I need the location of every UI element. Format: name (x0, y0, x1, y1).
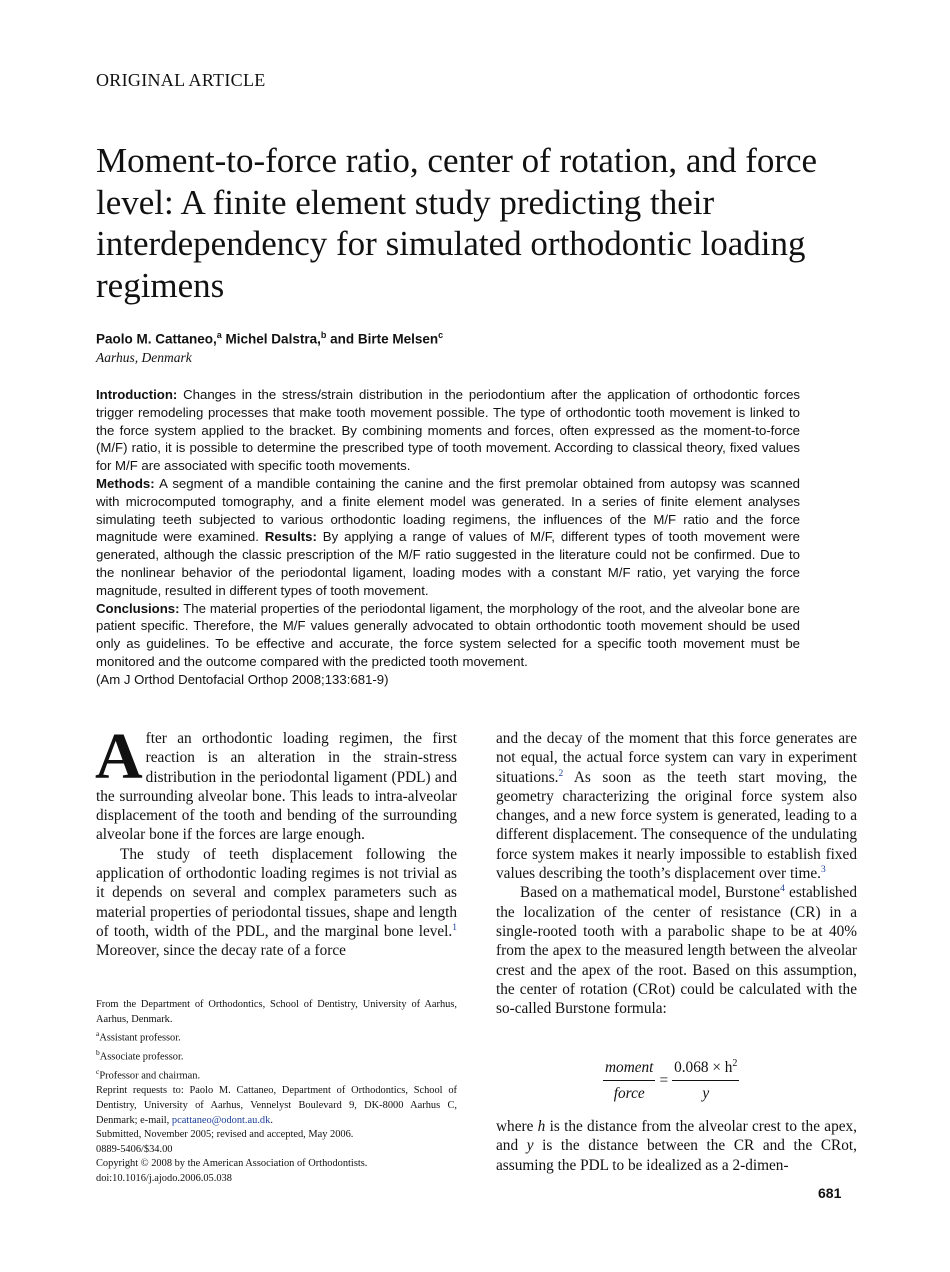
body-column-right (496, 729, 857, 1018)
body-paragraph (95, 720, 457, 845)
affiliation: Aarhus, Denmark (96, 350, 192, 365)
author-list (96, 330, 443, 347)
footnote-mark: a (96, 1029, 100, 1039)
footnote-mark: c (96, 1067, 100, 1077)
paragraph-text: As soon as the teeth start moving, the geometry characterizing the original force system also changes, and a new force system is generated, leading to a different displacement. The consequence of the undulating force system makes it nearly impossible to establish fixed values describing the tooth’s displacement over time. (496, 768, 857, 883)
abstract-citation: (Am J Orthod Dentofacial Orthop 2008;133:681-9) (96, 671, 389, 687)
footnote-text: Associate professor. (99, 1051, 184, 1063)
body-paragraph (96, 845, 457, 961)
footnote-b (96, 1046, 457, 1065)
section-label: ORIGINAL ARTICLE (96, 70, 266, 90)
abstract-text: Changes in the stress/strain distribution in the periodontium after the application of orthodontic forces trigger remodeling processes that make tooth movement possible. The type of orthodontic tooth movement is linked to the force system applied to the bracket. By combining moments and forces, often expressed as the moment-to-force (M/F) ratio, it is possible to determine the prescribed type of tooth movement. According to classical theory, fixed values for M/F are associated with specific tooth movements. (96, 387, 801, 474)
footnote-text: Professor and chairman. (99, 1070, 201, 1082)
paragraph-text: Based on a mathematical model, Burstone (520, 884, 781, 902)
variable-y: y (526, 1137, 534, 1155)
abstract (96, 386, 800, 689)
footnote-reprint (96, 1084, 457, 1128)
abstract-conclusions (96, 600, 800, 671)
numerator: moment (603, 1059, 655, 1081)
author-name: Paolo M. Cattaneo, (96, 331, 217, 347)
paragraph-text: Moreover, since the decay rate of a force (96, 942, 346, 960)
paragraph-text: where (496, 1118, 538, 1135)
footnote-submitted: Submitted, November 2005; revised and accepted, May 2006. (96, 1129, 354, 1141)
denominator: force (613, 1084, 645, 1102)
author-affiliation-mark: c (438, 330, 444, 340)
body-column-left (95, 720, 457, 961)
footnote-issn: 0889-5406/$34.00 (96, 1143, 173, 1155)
abstract-text: The material properties of the periodontal ligament, the morphology of the root, and the alveolar bone are patient specific. Therefore, the M/F values generally advocated to obtain orthodontic tooth movement should be used only as guidelines. To be effective and accurate, the force system selected for a specific tooth movement must be monitored and the outcome compared with the predicted tooth movement. (96, 600, 800, 669)
abstract-introduction (96, 386, 800, 475)
footnote-text: . (270, 1114, 273, 1126)
drop-cap: A (95, 720, 143, 793)
footnote-text: Reprint requests to: Paolo M. Cattaneo, Department of Orthodontics, School of Dentistry, University of Aarhus, Vennelyst Boulevard 9, DK-8000 Aarhus C, Denmark; e-mail, (96, 1085, 457, 1126)
abstract-methods (96, 475, 800, 600)
paragraph-text: and the decay of the moment that this force generates are not equal, the actual force system can vary in experiment situations. (496, 730, 857, 786)
burstone-formula (603, 1058, 739, 1103)
author-affiliation-mark: a (216, 330, 222, 340)
fraction-rhs (672, 1058, 739, 1103)
author-affiliation-mark: b (320, 330, 327, 340)
abstract-label: Methods: (96, 475, 155, 491)
footnote-department: From the Department of Orthodontics, School of Dentistry, University of Aarhus, Aarhus, Denmark. (96, 999, 457, 1025)
body-paragraph (496, 1117, 857, 1175)
page-number: 681 (818, 1185, 842, 1201)
body-paragraph (496, 729, 857, 883)
denominator: y (702, 1085, 710, 1103)
exponent: 2 (732, 1058, 738, 1069)
footnote-a (96, 1027, 457, 1046)
abstract-text: By applying a range of values of M/F, different types of tooth movement were generated, although the classic prescription of the M/F ratio suggested in the literature could not be confirmed. Due to the nonlinear behavior of the periodontal ligament, loading modes with a constant M/F ratio, yet varying the force magnitude, resulted in different types of tooth movement. (96, 529, 800, 598)
paragraph-text: is the distance from the alveolar crest to the apex, and (496, 1118, 857, 1155)
paragraph-text: established the localization of the center of resistance (CR) in a single-rooted tooth with a parabolic shape to be at 40% from the apex to the measured length between the alveolar crest and the apex of the root. Based on this assumption, the center of rotation (CRot) could be calculated with the so-called Burstone formula: (496, 884, 857, 1018)
body-paragraph (496, 883, 857, 1018)
abstract-label: Conclusions: (96, 600, 180, 616)
fraction-lhs (603, 1059, 655, 1103)
numerator (672, 1058, 739, 1081)
footnote-copyright: Copyright © 2008 by the American Association of Orthodontists. (96, 1158, 368, 1170)
footnote-doi: doi:10.1016/j.ajodo.2006.05.038 (96, 1172, 232, 1184)
article-title: Moment-to-force ratio, center of rotation, and force level: A finite element study predicting their interdependency for simulated orthodontic loading regimens (96, 141, 818, 305)
footnote-c (96, 1065, 457, 1084)
author-name: Michel Dalstra, (225, 331, 321, 347)
abstract-label: Results: (264, 529, 317, 545)
paragraph-text: fter an orthodontic loading regimen, the first reaction is an alteration in the strain-stress distribution in the periodontal ligament (PDL) and the surrounding alveolar bone. This leads to intra-alveolar displacement of the tooth and bending of the surrounding alveolar bone if the forces are large enough. (96, 730, 457, 844)
variable-h: h (537, 1118, 546, 1135)
citation-link[interactable]: 1 (452, 922, 457, 933)
footnote-text: Assistant professor. (99, 1032, 181, 1044)
abstract-text: A segment of a mandible containing the canine and the first premolar obtained from autopsy was scanned with microcomputed tomography, and a finite element model was generated. In a series of finite element analyses simulating teeth subjected to various orthodontic loading regimens, the influences of the M/F ratio and the force magnitude were examined. (96, 475, 800, 545)
citation-link[interactable]: 3 (820, 864, 826, 875)
citation-link[interactable]: 4 (780, 884, 785, 895)
abstract-label: Introduction: (96, 387, 178, 402)
equals-sign: = (659, 1071, 669, 1089)
footnotes (96, 998, 457, 1187)
paragraph-text: is the distance between the CR and the CRot, assuming the PDL to be idealized as a 2-dimen- (496, 1137, 857, 1174)
paragraph-text: The study of teeth displacement following the application of orthodontic loading regimes is not trivial as it depends on several and complex parameters such as material properties of periodontal tissues, shape and length of tooth, width of the PDL, and the marginal bone level. (96, 845, 457, 940)
footnote-mark: b (96, 1048, 100, 1058)
numerator-text: 0.068 × h (674, 1059, 733, 1077)
author-name: and Birte Melsen (330, 331, 439, 347)
email-link[interactable]: pcattaneo@odont.au.dk (171, 1114, 271, 1126)
citation-link[interactable]: 2 (558, 768, 564, 779)
